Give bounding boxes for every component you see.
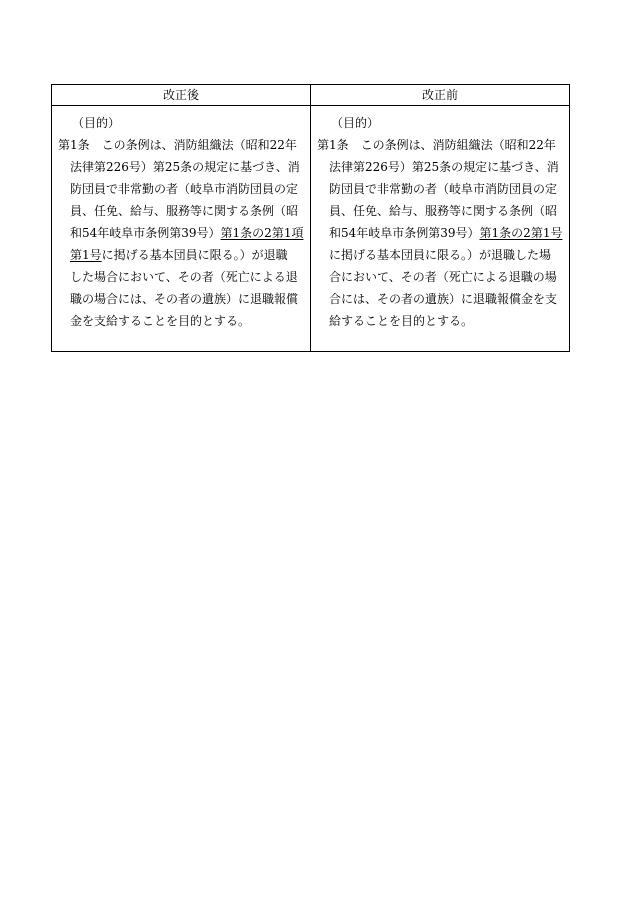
line-text: 合において、その者（死亡による退職の場 [329,270,557,284]
cell-after [52,106,310,351]
article-line [329,288,565,310]
line-text: 法律第226号）第25条の規定に基づき、消 [329,160,559,174]
line-text: 合には、その者の遺族）に退職報償金を支 [329,292,558,306]
article-line [329,244,565,266]
line-text: に掲げる基本団員に限る。）が退職 [101,248,288,262]
article-line [317,134,565,156]
header-after: 改正後 [162,88,199,102]
article-line [329,266,565,288]
article-line [329,200,565,222]
article-line [58,134,306,156]
line-text: 金を支給することを目的とする。 [70,314,251,328]
line-text: 法律第226号）第25条の規定に基づき、消 [70,160,300,174]
line-text: 防団員で非常勤の者（岐阜市消防団員の定 [70,182,299,196]
line-text: 職の場合には、その者の遺族）に退職報償 [70,292,299,306]
line-text: 員、任免、給与、服務等に関する条例（昭 [329,204,558,218]
amended-text: 第1条の2第1項 [220,226,304,240]
article-line [329,222,565,244]
line-text: 防団員で非常勤の者（岐阜市消防団員の定 [329,182,558,196]
amended-text: 第1号 [70,248,102,262]
article-line [70,244,306,266]
article-line [70,200,306,222]
article-line [70,178,306,200]
amended-text: 第1条の2第1号 [479,226,563,240]
article-line [329,310,565,332]
cell-before [311,106,569,351]
line-text: 第1条 この条例は、消防組織法（昭和22年 [317,138,556,152]
article-line [70,156,306,178]
article-line [70,288,306,310]
article-line [329,178,565,200]
comparison-table [51,84,570,352]
article-line [70,266,306,288]
article-line [329,156,565,178]
line-text: 和54年岐阜市条例第39号） [70,226,221,240]
article-heading: （目的） [72,116,121,130]
line-text: 給することを目的とする。 [329,314,474,328]
header-before: 改正前 [421,88,458,102]
line-text: 員、任免、給与、服務等に関する条例（昭 [70,204,299,218]
article-line [70,222,306,244]
line-text: 第1条 この条例は、消防組織法（昭和22年 [58,138,297,152]
line-text: に掲げる基本団員に限る。）が退職した場 [329,248,552,262]
article-heading: （目的） [331,116,380,130]
article-line [70,310,306,332]
line-text: 和54年岐阜市条例第39号） [329,226,480,240]
line-text: した場合において、その者（死亡による退 [70,270,298,284]
